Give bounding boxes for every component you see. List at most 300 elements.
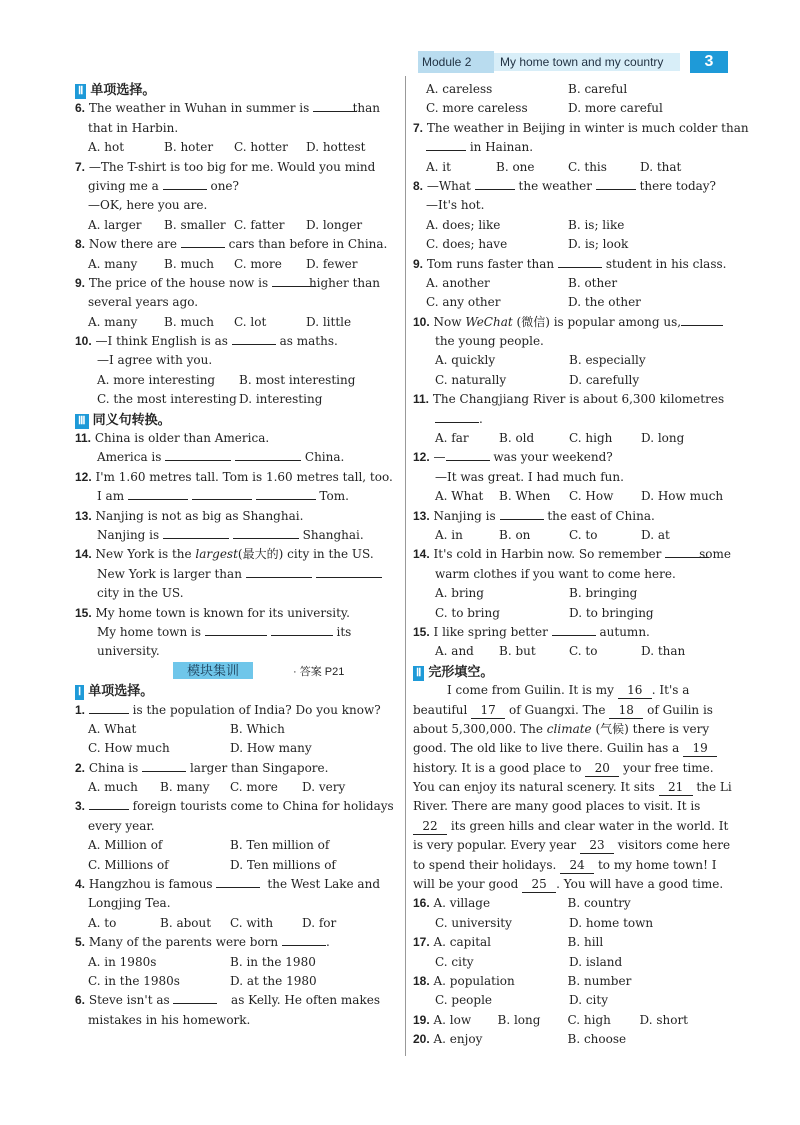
options-row: [413, 371, 731, 390]
module-header: [75, 662, 380, 681]
option[interactable]: D. very: [302, 780, 346, 795]
option[interactable]: B. in the 1980: [230, 954, 316, 969]
passage-text: You can enjoy its natural scenery. It sits: [413, 780, 655, 795]
option[interactable]: A. What: [88, 721, 137, 736]
option[interactable]: D. How much: [641, 489, 724, 504]
answer-blank[interactable]: [89, 797, 129, 810]
option[interactable]: A. another: [426, 275, 490, 290]
cloze-blank[interactable]: 22: [413, 819, 447, 835]
answer-blank[interactable]: [446, 448, 490, 461]
question-text: its: [336, 624, 352, 639]
option[interactable]: C. How much: [88, 741, 170, 756]
option[interactable]: A. many: [88, 314, 138, 329]
question: [75, 545, 380, 564]
option[interactable]: A. to: [88, 915, 117, 930]
question-text: Tom runs faster than: [426, 256, 555, 271]
question-text: Tom.: [319, 489, 349, 504]
option[interactable]: D. for: [302, 915, 337, 930]
section-title: 单项选择。: [88, 683, 154, 699]
question-text: than: [352, 101, 380, 116]
option[interactable]: C. high: [569, 431, 613, 446]
cloze-blank[interactable]: 20: [585, 761, 619, 777]
question-text: the weather: [518, 178, 592, 193]
option[interactable]: A. and: [435, 644, 474, 659]
option[interactable]: A. more interesting: [97, 372, 216, 387]
question-text: is the population of India? Do you know?: [132, 702, 381, 717]
options-row: [75, 313, 380, 332]
question-text: cars than before in China.: [228, 237, 388, 252]
question-text: Now there are: [88, 237, 177, 252]
option[interactable]: C. the most interesting: [97, 392, 237, 407]
question-text: —It was great. I had much fun.: [435, 469, 624, 484]
answer-blank[interactable]: [313, 99, 357, 112]
passage-text: I come from Guilin. It is my: [447, 683, 614, 698]
question: [75, 235, 388, 254]
option[interactable]: D. island: [569, 954, 623, 969]
passage-text: . It's a: [651, 683, 690, 698]
question-text: America is: [97, 450, 162, 465]
cloze-question: [413, 1030, 731, 1049]
answer-blank[interactable]: [142, 759, 186, 772]
passage-text: of Guangxi. The: [509, 702, 606, 717]
option[interactable]: B. is; like: [568, 217, 625, 232]
question-text: in Hainan.: [469, 140, 534, 155]
answer-blank[interactable]: [500, 507, 544, 520]
question-text: The weather in Wuhan in summer is: [88, 101, 310, 116]
option[interactable]: C. to: [569, 644, 598, 659]
question-number: 7.: [75, 159, 86, 174]
section-heading: [75, 80, 380, 99]
option[interactable]: A. in 1980s: [88, 954, 157, 969]
option[interactable]: B. careful: [568, 82, 628, 96]
question-text: the West Lake and: [267, 877, 380, 892]
option[interactable]: D. the other: [568, 295, 641, 310]
question: [75, 701, 380, 720]
passage-line: [413, 759, 731, 778]
question-text: autumn.: [599, 624, 650, 639]
question: [75, 274, 380, 293]
option[interactable]: A. many: [88, 256, 138, 271]
answer-blank[interactable]: [163, 177, 207, 190]
option[interactable]: C. fatter: [234, 217, 285, 232]
question-number: 20.: [413, 1032, 430, 1047]
passage-text: to spend their holidays.: [413, 857, 557, 872]
cloze-blank[interactable]: 21: [659, 780, 693, 796]
answer-blank[interactable]: [235, 448, 301, 461]
option[interactable]: B. much: [164, 314, 215, 329]
question: [413, 623, 731, 642]
options-row: [75, 778, 380, 797]
passage-text: of Guilin is: [647, 702, 713, 717]
option[interactable]: D. long: [641, 431, 685, 446]
question: [75, 332, 380, 351]
passage-text: your free time.: [623, 760, 714, 775]
option[interactable]: B. choose: [567, 1032, 627, 1047]
options-row: [413, 274, 731, 293]
column-divider: [405, 76, 406, 1056]
question: [75, 933, 380, 952]
options-row: [413, 80, 731, 99]
question-text: [75, 487, 380, 506]
answer-blank[interactable]: [232, 332, 276, 345]
question-number: 11.: [75, 431, 92, 446]
cloze-blank[interactable]: 25: [522, 877, 556, 893]
question-text: larger than Singapore.: [189, 760, 329, 775]
answer-blank[interactable]: [216, 875, 260, 888]
answer-blank[interactable]: [435, 410, 479, 423]
question-text: —I agree with you.: [97, 353, 213, 368]
answer-blank[interactable]: [192, 487, 252, 500]
option[interactable]: A. larger: [88, 217, 142, 232]
question-number: 1.: [75, 702, 86, 717]
section-heading: [413, 662, 731, 681]
options-row: [75, 371, 380, 390]
answer-blank[interactable]: [256, 487, 316, 500]
question-number: 17.: [413, 935, 430, 950]
answer-blank[interactable]: [165, 448, 231, 461]
answer-blank[interactable]: [282, 933, 326, 946]
passage-text: is very popular. Every year: [413, 838, 577, 853]
section-title: 同义句转换。: [92, 411, 171, 427]
question-text: Hangzhou is famous: [88, 877, 213, 892]
passage-text: history. It is a good place to: [413, 760, 582, 775]
option[interactable]: C. high: [567, 1012, 611, 1027]
question-text: —I think English is as: [95, 334, 228, 349]
option[interactable]: A. low: [433, 1012, 472, 1027]
question-number: 6.: [75, 101, 86, 116]
question-text: [75, 526, 380, 545]
options-row: [75, 720, 380, 739]
question-text: (最大的) city in the US.: [237, 547, 374, 562]
option[interactable]: D. hottest: [306, 140, 366, 155]
question-number: 15.: [75, 605, 92, 620]
section-badge: Ⅱ: [413, 666, 424, 681]
question-number: 19.: [413, 1012, 430, 1027]
section-title: 单项选择。: [90, 82, 156, 97]
option[interactable]: A. in: [435, 527, 463, 542]
option[interactable]: C. to: [569, 527, 598, 542]
question: [75, 991, 380, 1010]
option[interactable]: B. many: [160, 780, 210, 795]
answer-blank[interactable]: [173, 991, 217, 1004]
question-text: Longjing Tea.: [88, 896, 171, 911]
question-number: 12.: [75, 469, 92, 484]
answer-blank[interactable]: [181, 235, 225, 248]
answer-blank[interactable]: [271, 623, 333, 636]
question-text: Nanjing is: [97, 527, 160, 542]
options-row: [75, 255, 380, 274]
options-row: [75, 390, 380, 409]
options-row: [413, 99, 731, 118]
option[interactable]: B. bringing: [569, 586, 638, 601]
option[interactable]: C. more: [234, 256, 282, 271]
option[interactable]: C. any other: [426, 295, 501, 310]
question: [75, 158, 380, 177]
option[interactable]: B. on: [499, 527, 531, 542]
passage-text: beautiful: [413, 702, 468, 717]
answer-blank[interactable]: [246, 565, 312, 578]
cloze-blank[interactable]: 16: [618, 683, 652, 699]
question-text: giving me a: [88, 178, 159, 193]
question-text: I am: [97, 489, 125, 504]
option[interactable]: B. one: [496, 159, 535, 174]
question-number: 9.: [413, 256, 424, 271]
answer-blank[interactable]: [475, 177, 515, 190]
answer-blank[interactable]: [426, 138, 466, 151]
option[interactable]: D. than: [641, 644, 686, 659]
passage-text: the Li: [696, 780, 732, 795]
option[interactable]: A. bring: [435, 586, 484, 601]
option[interactable]: B. number: [567, 973, 632, 988]
option[interactable]: A. capital: [433, 935, 492, 950]
question-text: China is: [88, 760, 139, 775]
question-number: 7.: [413, 120, 424, 135]
option[interactable]: A. far: [435, 431, 469, 446]
option[interactable]: B. long: [497, 1012, 541, 1027]
option[interactable]: B. but: [499, 644, 536, 659]
cloze-blank[interactable]: 23: [580, 838, 614, 854]
option[interactable]: B. hoter: [164, 140, 214, 155]
question-number: 11.: [413, 392, 430, 407]
options-row: [75, 953, 380, 972]
option[interactable]: B. old: [499, 431, 535, 446]
option[interactable]: D. How many: [230, 741, 312, 756]
option[interactable]: D. home town: [569, 915, 654, 930]
cloze-question: [413, 1011, 731, 1030]
option[interactable]: B. most interesting: [239, 372, 356, 387]
passage-text: River. There are many good places to visit. It is: [413, 799, 701, 814]
option[interactable]: A. population: [433, 973, 515, 988]
passage-text: climate: [546, 721, 592, 736]
passage-line: [413, 797, 731, 816]
option[interactable]: A. careless: [426, 82, 493, 96]
option[interactable]: D. short: [639, 1012, 689, 1027]
answer-blank[interactable]: [233, 526, 299, 539]
answer-blank[interactable]: [316, 565, 382, 578]
cloze-question: [413, 894, 731, 913]
answer-blank[interactable]: [596, 177, 636, 190]
question-text: I like spring better: [433, 624, 548, 639]
option[interactable]: D. at the 1980: [230, 973, 317, 988]
cloze-blank[interactable]: 18: [609, 703, 643, 719]
option[interactable]: D. city: [569, 993, 608, 1008]
question-text: —: [433, 450, 446, 465]
answer-blank[interactable]: [681, 313, 723, 326]
question-number: 2.: [75, 760, 86, 775]
option[interactable]: C. more careless: [426, 101, 528, 116]
question-text: some: [699, 547, 731, 562]
option[interactable]: D. little: [306, 314, 352, 329]
option[interactable]: A. enjoy: [433, 1032, 483, 1047]
question-number: 9.: [75, 275, 86, 290]
option[interactable]: C. hotter: [234, 140, 288, 155]
option[interactable]: D. to bringing: [569, 605, 654, 620]
option[interactable]: B. much: [164, 256, 215, 271]
option[interactable]: B. smaller: [164, 217, 226, 232]
option[interactable]: A. village: [433, 896, 491, 911]
question: [75, 468, 393, 487]
question: [75, 507, 380, 526]
passage-line: [413, 817, 731, 836]
question: [75, 429, 380, 448]
answer-blank[interactable]: [128, 487, 188, 500]
option[interactable]: C. to bring: [435, 605, 500, 620]
question-number: 16.: [413, 896, 430, 911]
question-text: Nanjing is: [433, 508, 496, 523]
question-text: .: [325, 935, 330, 950]
question: [413, 313, 731, 332]
option[interactable]: D. more careful: [568, 101, 663, 116]
option[interactable]: D. carefully: [569, 372, 640, 387]
option[interactable]: D. interesting: [239, 392, 323, 407]
question-text: [413, 138, 731, 157]
question-number: 18.: [413, 973, 430, 988]
option[interactable]: A. it: [426, 159, 451, 174]
question-number: 15.: [413, 624, 430, 639]
question-text: [75, 448, 380, 467]
options-row: [75, 972, 380, 991]
question-text: —It's hot.: [426, 198, 485, 213]
cloze-blank[interactable]: 19: [683, 741, 717, 757]
question-text: university.: [97, 644, 160, 659]
option[interactable]: A. much: [88, 780, 138, 795]
question-text: one?: [210, 178, 239, 193]
option[interactable]: D. longer: [306, 217, 363, 232]
question: [413, 255, 731, 274]
passage-line: [413, 701, 731, 720]
question-text: China is older than America.: [94, 431, 270, 446]
option[interactable]: A. What: [435, 489, 484, 504]
option[interactable]: C. lot: [234, 314, 267, 329]
question: [75, 99, 380, 118]
question-text: student in his class.: [605, 256, 727, 271]
option[interactable]: D. that: [640, 159, 682, 174]
option[interactable]: D. fewer: [306, 256, 358, 271]
option[interactable]: C. with: [230, 915, 274, 930]
question-number: 5.: [75, 935, 86, 950]
answer-blank[interactable]: [163, 526, 229, 539]
option[interactable]: C. more: [230, 780, 278, 795]
question-text: I'm 1.60 metres tall. Tom is 1.60 metres tall, too.: [95, 469, 393, 484]
question-number: 8.: [413, 178, 424, 193]
options-row: [413, 487, 731, 506]
options-row: [413, 642, 731, 661]
question-text: there today?: [639, 178, 716, 193]
question-text: every year.: [88, 818, 155, 833]
section-title: 完形填空。: [428, 663, 494, 679]
module-box-title: 模块集训: [173, 662, 253, 679]
options-row: [413, 584, 731, 603]
section-badge: Ⅲ: [75, 414, 89, 429]
option[interactable]: B. Ten million of: [230, 838, 330, 853]
option[interactable]: A. quickly: [435, 353, 496, 368]
question-text: city in the US.: [97, 586, 184, 601]
option[interactable]: B. country: [567, 896, 631, 911]
options-row: [75, 914, 380, 933]
answer-blank[interactable]: [205, 623, 267, 636]
question-number: 14.: [75, 547, 92, 562]
options-row: [413, 351, 731, 370]
option[interactable]: C. naturally: [435, 372, 507, 387]
question-text: My home town is known for its university.: [95, 605, 350, 620]
question-text: Now: [433, 314, 462, 329]
question: [413, 448, 731, 467]
option[interactable]: B. When: [499, 489, 551, 504]
question-text: The Changjiang River is about 6,300 kilometres: [432, 392, 725, 407]
option[interactable]: C. does; have: [426, 237, 508, 252]
option[interactable]: B. especially: [569, 353, 646, 368]
answer-reference: · 答案 P21: [293, 665, 345, 678]
cloze-blank[interactable]: 24: [560, 858, 594, 874]
question-text: Shanghai.: [302, 527, 364, 542]
answer-blank[interactable]: [558, 255, 602, 268]
question-text: The weather in Beijing in winter is much colder than: [426, 120, 749, 135]
section-badge: Ⅰ: [75, 685, 84, 700]
option[interactable]: D. is; look: [568, 237, 629, 252]
question-text: foreign tourists come to China for holidays: [132, 799, 394, 814]
options-row: [75, 856, 380, 875]
question-number: 14.: [413, 547, 430, 562]
option[interactable]: A. hot: [88, 140, 125, 155]
options-row: [75, 836, 380, 855]
question-text: largest: [195, 547, 238, 562]
question-text: —What: [426, 178, 471, 193]
option[interactable]: C. How: [569, 489, 614, 504]
section-heading: [75, 410, 380, 429]
option[interactable]: C. Millions of: [88, 857, 169, 872]
options-row: [75, 216, 380, 235]
page-number: 3: [690, 51, 728, 73]
option[interactable]: C. university: [435, 915, 512, 930]
passage-text: will be your good: [413, 877, 519, 892]
question-number: 8.: [75, 237, 86, 252]
question: [413, 177, 731, 196]
question-text: warm clothes if you want to come here.: [435, 566, 676, 581]
option[interactable]: D. at: [641, 527, 670, 542]
question-number: 6.: [75, 993, 86, 1008]
options-row: [413, 914, 731, 933]
passage-line: [413, 875, 731, 894]
question-number: 13.: [413, 508, 430, 523]
option[interactable]: B. Which: [230, 721, 285, 736]
passage-text: visitors come here: [617, 838, 731, 853]
question: [75, 604, 380, 623]
question-text: WeChat: [465, 314, 513, 329]
answer-blank[interactable]: [552, 623, 596, 636]
cloze-blank[interactable]: 17: [471, 703, 505, 719]
option[interactable]: B. about: [160, 915, 212, 930]
option[interactable]: A. does; like: [426, 217, 501, 232]
question-text: the young people.: [435, 334, 544, 349]
passage-line: [413, 720, 731, 739]
option[interactable]: D. Ten millions of: [230, 857, 336, 872]
module-title: My home town and my country: [494, 53, 680, 71]
option[interactable]: B. other: [568, 275, 618, 290]
option[interactable]: C. in the 1980s: [88, 973, 180, 988]
option[interactable]: C. people: [435, 993, 493, 1008]
option[interactable]: C. city: [435, 954, 474, 969]
option[interactable]: B. hill: [567, 935, 604, 950]
passage-text: to my home town! I: [597, 857, 717, 872]
passage-text: about 5,300,000. The: [413, 721, 543, 736]
passage-line: [413, 681, 731, 700]
answer-blank[interactable]: [89, 701, 129, 714]
question-text: —OK, here you are.: [88, 198, 208, 213]
question-number: 3.: [75, 799, 86, 814]
option[interactable]: C. this: [568, 159, 607, 174]
question-text: Steve isn't as: [88, 993, 170, 1008]
option[interactable]: A. Million of: [88, 838, 163, 853]
